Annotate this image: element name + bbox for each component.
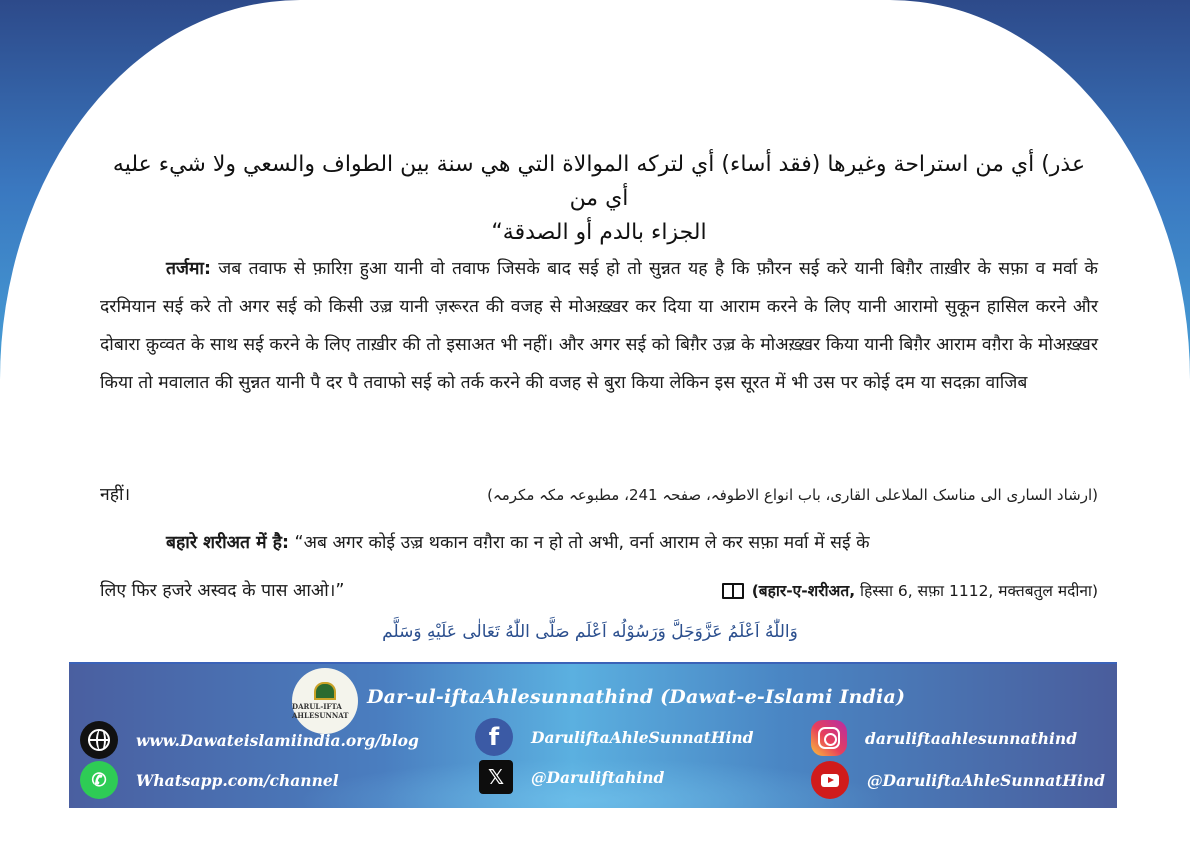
bahar-quote-paragraph xyxy=(100,524,1098,562)
youtube-link[interactable] xyxy=(811,761,1105,799)
globe-icon xyxy=(80,721,118,759)
instagram-link[interactable] xyxy=(811,720,1077,756)
arabic-quote-block xyxy=(100,148,1098,250)
translation-label: तर्जमा: xyxy=(166,259,211,279)
facebook-label: DaruliftaAhleSunnatHind xyxy=(531,727,754,747)
instagram-icon xyxy=(811,720,847,756)
x-twitter-icon: 𝕏 xyxy=(479,760,513,794)
facebook-link[interactable] xyxy=(475,718,753,756)
arabic-quote-line-1: عذر) أي من استراحة وغيرها (فقد أساء) أي لتركه الموالاة التي هي سنة بين الطواف والسعي ولا شيء عليه أي من xyxy=(112,152,1086,211)
whatsapp-label: Whatsapp.com/channel xyxy=(136,770,339,790)
bahar-label: बहारे शरीअत में है: xyxy=(166,533,289,553)
bahar-quote-line-2 xyxy=(100,572,1098,610)
dome-icon xyxy=(314,682,336,700)
whatsapp-link[interactable] xyxy=(80,761,339,799)
x-twitter-link[interactable] xyxy=(479,760,664,794)
bahar-text: “अब अगर कोई उज़्र थकान वग़ैरा का न हो तो अभी, वर्ना आराम ले कर सफ़ा मर्वा में सई के xyxy=(288,533,870,553)
website-link[interactable] xyxy=(80,721,419,759)
arabic-reference: (ارشاد الساری الی مناسک الملاعلی القاری، باب انواع الاطوفہ، صفحہ 241، مطبوعہ مکہ مکرمہ) xyxy=(487,486,1098,504)
book-icon xyxy=(722,583,744,599)
logo-text: DARUL-IFTA AHLESUNNAT xyxy=(292,702,349,720)
whatsapp-icon: ✆ xyxy=(80,761,118,799)
source-book-title: (बहार-ए-शरीअत, xyxy=(751,582,856,600)
youtube-icon xyxy=(811,761,849,799)
website-label: www.Dawateislamiindia.org/blog xyxy=(136,730,419,750)
facebook-icon: f xyxy=(475,718,513,756)
footer-banner xyxy=(69,662,1117,808)
reference-row xyxy=(100,476,1098,514)
source-details: हिस्सा 6, सफ़ा 1112, मक्तबतुल मदीना) xyxy=(855,582,1098,600)
translation-last-word: नहीं। xyxy=(100,485,131,505)
footer-title: Dar-ul-iftaAhlesunnathind (Dawat-e-Islami India) xyxy=(367,686,906,708)
x-twitter-label: @Daruliftahind xyxy=(531,767,665,787)
closing-dua: وَاللّٰهُ اَعْلَمُ عَزَّوَجَلَّ وَرَسُوْلُه اَعْلَم صَلَّى اللّٰهُ تَعَالٰى عَلَيْهِ وَسَلَّم xyxy=(382,622,798,642)
bahar-source xyxy=(722,572,1098,610)
bahar-text-line-2: लिए फिर हजरे अस्वद के पास आओ।” xyxy=(100,581,345,601)
arabic-quote-line-2: الجزاء بالدم أو الصدقة“ xyxy=(491,220,707,245)
translation-paragraph xyxy=(100,250,1098,402)
youtube-label: @DaruliftaAhleSunnatHind xyxy=(867,770,1105,790)
instagram-label: daruliftaahlesunnathind xyxy=(865,728,1078,748)
translation-text: जब तवाफ से फ़ारिग़ हुआ यानी वो तवाफ जिसके बाद सई हो तो सुन्नत यह है कि फ़ौरन सई करे यानी बिग़ैर ताख़ीर के सफ़ा व मर्वा के दरमियान सई करे तो अगर सई को किसी उज़्र यानी ज़रूरत की वजह से मोअख़्ख़र कर दिया या आराम करने के लिए यानी आरामो सुकून हासिल करने और दोबारा क़ुव्वत के साथ सई करने के लिए ताख़ीर की तो इसाअत भी नहीं। और अगर सई को बिग़ैर उज़्र के मोअख़्ख़र किया यानी बिग़ैर आराम वग़ैरा के मोअख़्ख़र किया तो मवालात की सुन्नत यानी पै दर पै तवाफो सई को तर्क करने की वजह से बुरा किया लेकिन इस सूरत में भी उस पर कोई दम या सदक़ा वाजिब xyxy=(100,259,1098,393)
